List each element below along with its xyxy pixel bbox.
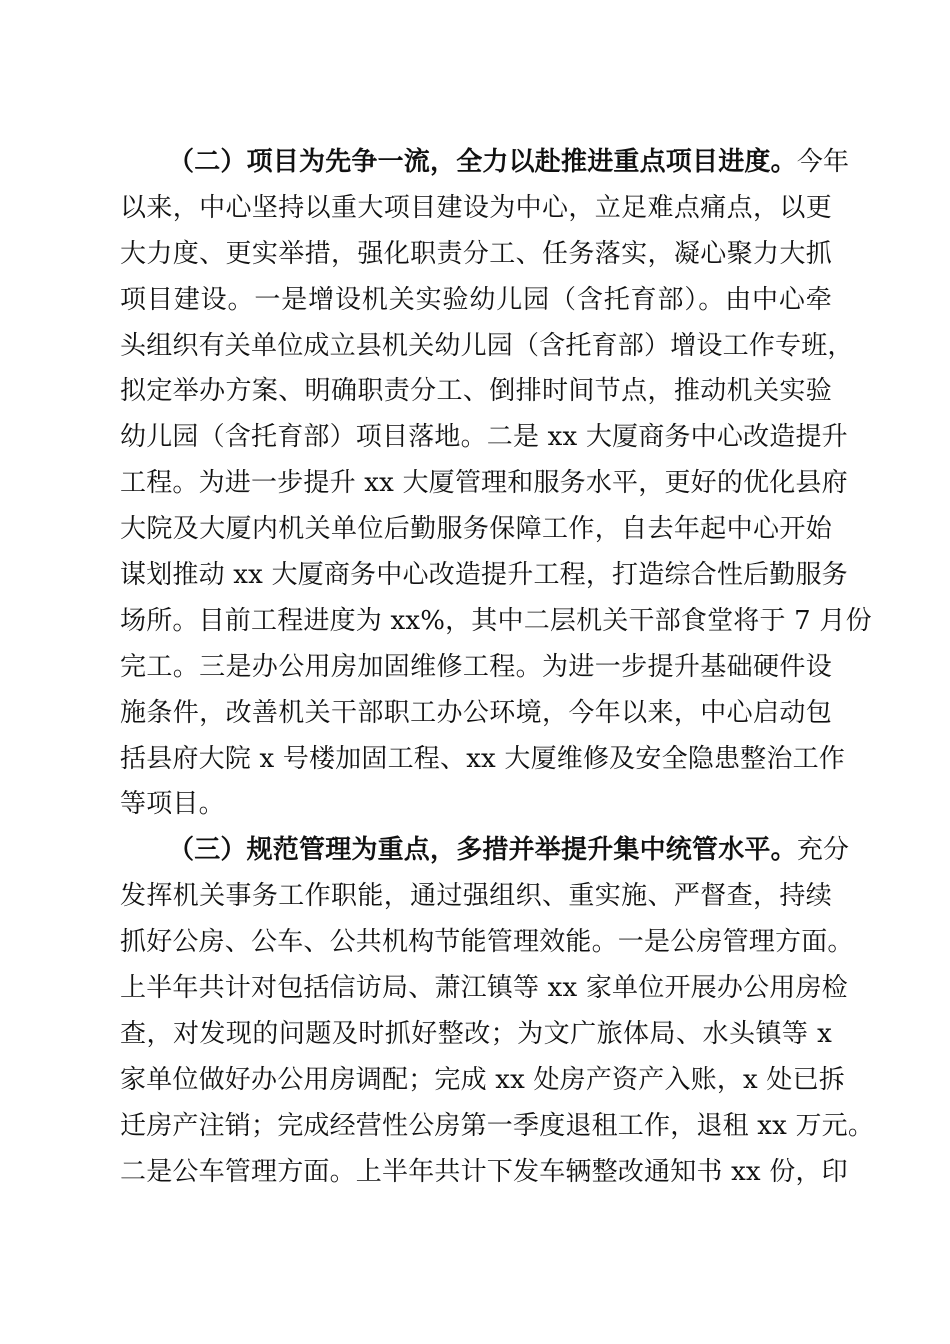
section-2-line: 项目建设。一是增设机关实验幼儿园（含托育部）。由中心牵 <box>120 284 832 315</box>
section-2-line: 场所。目前工程进度为 xx%，其中二层机关干部食堂将于 7 月份 <box>120 605 872 636</box>
section-2-line: 大院及大厦内机关单位后勤服务保障工作，自去年起中心开始 <box>120 514 832 545</box>
section-2-line: 拟定举办方案、明确职责分工、倒排时间节点，推动机关实验 <box>120 376 832 407</box>
section-3-line: 二是公车管理方面。上半年共计下发车辆整改通知书 xx 份，印 <box>120 1156 848 1187</box>
section-3-line: 发挥机关事务工作职能，通过强组织、重实施、严督查，持续 <box>120 881 832 912</box>
section-2-line: 括县府大院 x 号楼加固工程、xx 大厦维修及安全隐患整治工作 <box>120 743 845 774</box>
section-3-line: 迁房产注销；完成经营性公房第一季度退租工作，退租 xx 万元。 <box>120 1110 875 1141</box>
section-3-line-0: 充分 <box>796 835 850 866</box>
section-3-heading: （三）规范管理为重点，多措并举提升集中统管水平。 <box>168 835 797 866</box>
section-2-line: 等项目。 <box>120 789 225 820</box>
section-2-line: 工程。为进一步提升 xx 大厦管理和服务水平，更好的优化县府 <box>120 468 848 499</box>
document-page <box>120 143 875 1198</box>
section-2-line: 幼儿园（含托育部）项目落地。二是 xx 大厦商务中心改造提升 <box>120 422 848 453</box>
section-2-line: 施条件，改善机关干部职工办公环境，今年以来，中心启动包 <box>120 697 832 728</box>
section-2-heading: （二）项目为先争一流，全力以赴推进重点项目进度。 <box>168 147 797 177</box>
section-3-line: 查，对发现的问题及时抓好整改；为文广旅体局、水头镇等 x <box>120 1018 832 1049</box>
section-2-line: 头组织有关单位成立县机关幼儿园（含托育部）增设工作专班， <box>120 330 854 361</box>
section-2-line: 谋划推动 xx 大厦商务中心改造提升工程，打造综合性后勤服务 <box>120 560 848 591</box>
section-2-line: 完工。三是办公用房加固维修工程。为进一步提升基础硬件设 <box>120 651 832 682</box>
section-2-line: 以来，中心坚持以重大项目建设为中心，立足难点痛点，以更 <box>120 192 832 223</box>
section-2-line: 大力度、更实举措，强化职责分工、任务落实，凝心聚力大抓 <box>120 238 832 269</box>
section-3-line: 家单位做好办公用房调配；完成 xx 处房产资产入账，x 处已拆 <box>120 1064 845 1095</box>
section-3-line: 上半年共计对包括信访局、萧江镇等 xx 家单位开展办公用房检 <box>120 973 848 1004</box>
section-2-first-line <box>120 143 850 189</box>
section-2-line-0: 今年 <box>796 147 850 177</box>
section-3-line: 抓好公房、公车、公共机构节能管理效能。一是公房管理方面。 <box>120 927 854 958</box>
section-3-first-line <box>120 831 850 877</box>
